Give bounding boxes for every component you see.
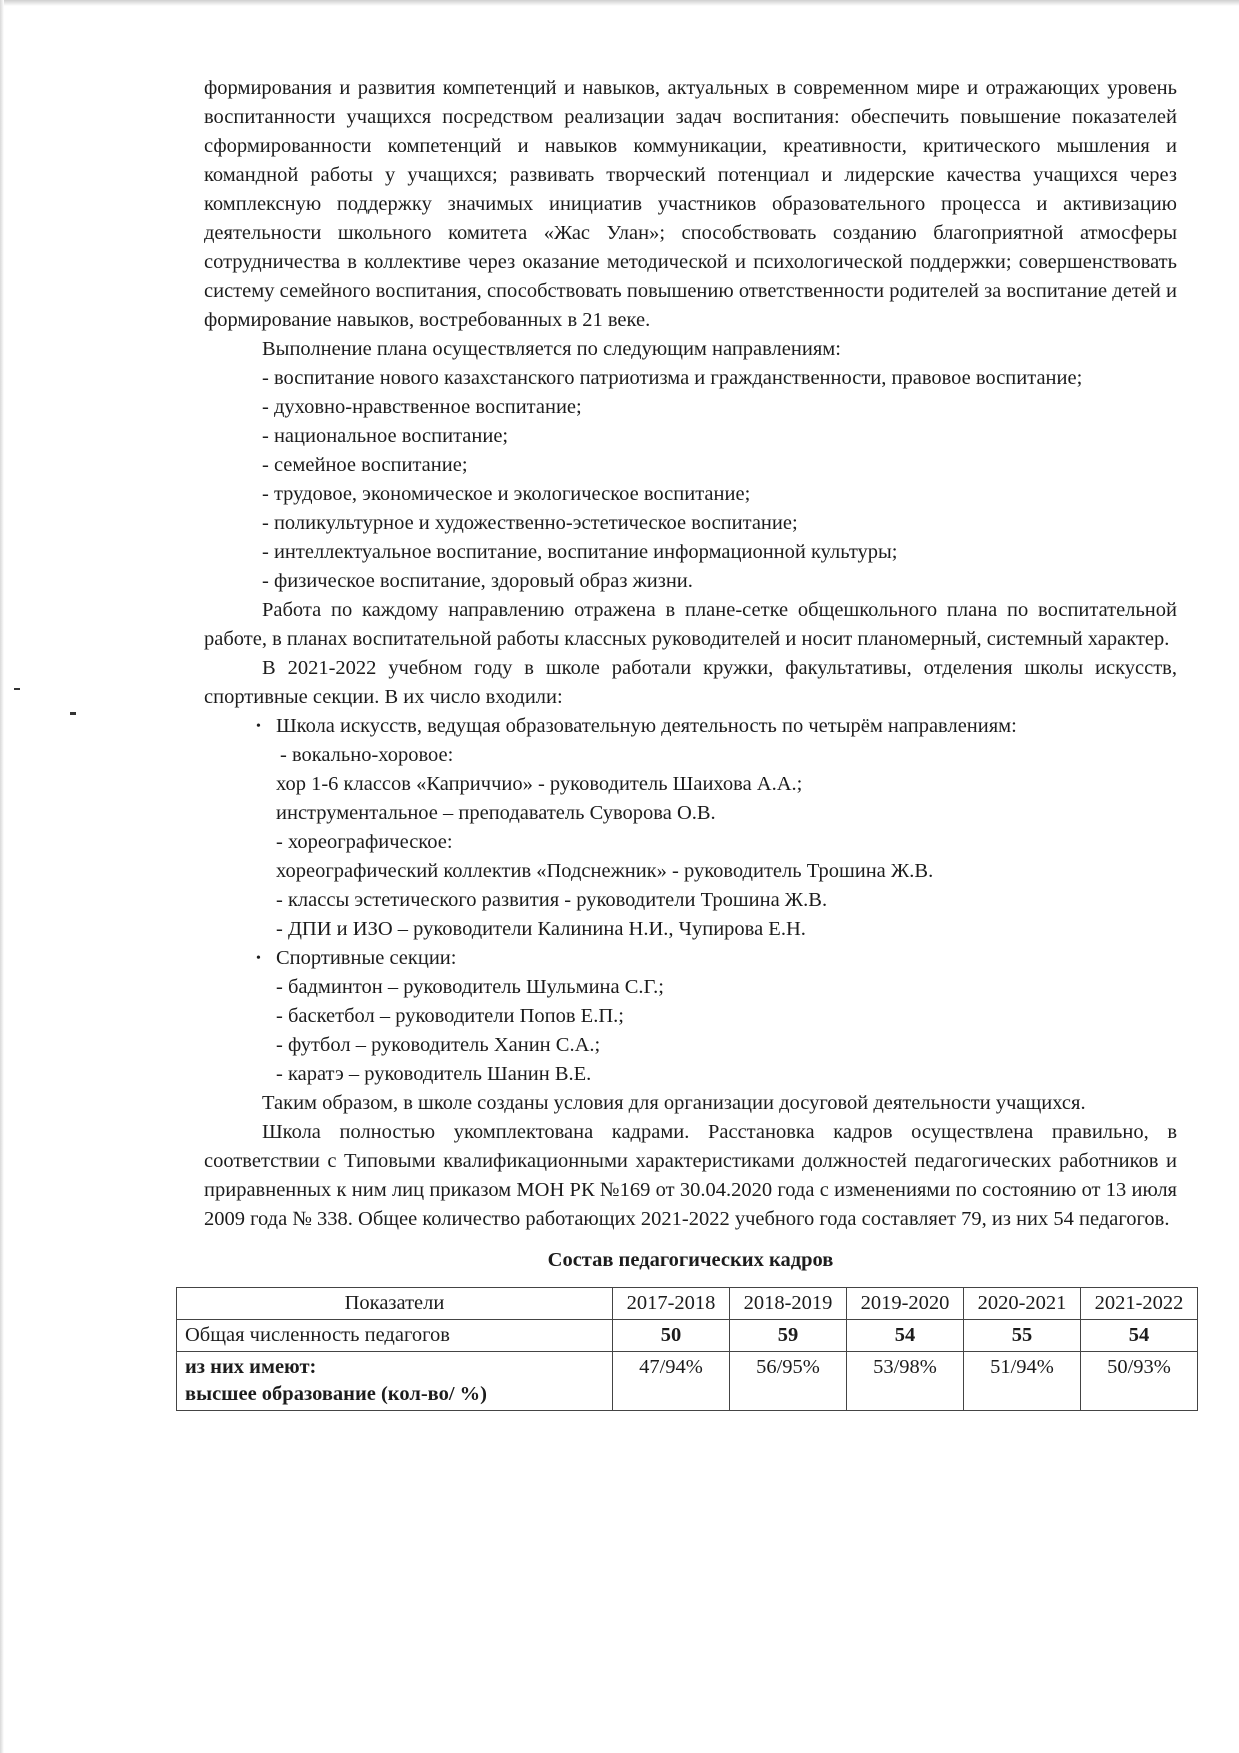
margin-mark xyxy=(70,712,76,715)
bullet-icon: • xyxy=(256,719,261,734)
bullet-icon: • xyxy=(256,951,261,966)
list-item: - физическое воспитание, здоровый образ жизни. xyxy=(262,570,693,592)
directions-list xyxy=(204,393,1177,596)
sports-list xyxy=(204,944,1177,1089)
column-header-year: 2020-2021 xyxy=(964,1288,1081,1320)
list-item: - хореографическое: xyxy=(276,831,453,853)
paragraph: Школа полностью укомплектована кадрами. Расстановка кадров осуществлена правильно, в соответствии с Типовыми квалификационными характеристиками должностей педагогических работников и приравненных к ним лиц приказом МОН РК №169 от 30.04.2020 года с изменениями по состоянию от 13 июля 2009 года № 338. Общее количество работающих 2021-2022 учебного года составляет 79, из них 54 педагогов. xyxy=(204,1121,1177,1230)
list-item: - семейное воспитание; xyxy=(262,454,468,476)
list-item: - поликультурное и художественно-эстетическое воспитание; xyxy=(262,512,798,534)
row-label: Общая численность педагогов xyxy=(177,1320,613,1352)
scan-edge-top xyxy=(0,0,1239,6)
table-cell: 47/94% xyxy=(613,1352,730,1411)
list-item: - футбол – руководитель Ханин С.А.; xyxy=(276,1034,601,1056)
list-heading xyxy=(204,944,1177,973)
paragraph: Таким образом, в школе созданы условия для организации досуговой деятельности учащихся. xyxy=(262,1092,1086,1114)
list-item: - каратэ – руководитель Шанин В.Е. xyxy=(276,1063,592,1085)
list-item: - интеллектуальное воспитание, воспитание информационной культуры; xyxy=(262,541,898,563)
margin-mark xyxy=(14,688,20,690)
table-cell: 54 xyxy=(847,1320,964,1352)
list-item: хореографический коллектив «Подснежник» - руководитель Трошина Ж.В. xyxy=(276,860,934,882)
table-row xyxy=(177,1320,1198,1352)
table-row xyxy=(177,1352,1198,1411)
list-heading xyxy=(204,712,1177,741)
list-item: - классы эстетического развития - руководители Трошина Ж.В. xyxy=(276,889,828,911)
paragraph: В 2021-2022 учебном году в школе работали кружки, факультативы, отделения школы искусств, спортивные секции. В их число входили: xyxy=(204,657,1177,708)
column-header-year: 2017-2018 xyxy=(613,1288,730,1320)
column-header-indicators: Показатели xyxy=(177,1288,613,1320)
list-item: - баскетбол – руководители Попов Е.П.; xyxy=(276,1005,624,1027)
list-item: хор 1-6 классов «Каприччио» - руководитель Шаихова А.А.; xyxy=(276,773,803,795)
table-cell: 50 xyxy=(613,1320,730,1352)
paragraph: Работа по каждому направлению отражена в плане-сетке общешкольного плана по воспитательной работе, в планах воспитательной работы классных руководителей и носит планомерный, системный характер. xyxy=(204,599,1177,650)
table-cell: 59 xyxy=(730,1320,847,1352)
paragraph: формирования и развития компетенций и навыков, актуальных в современном мире и отражающих уровень воспитанности учащихся посредством реализации задач воспитания: обеспечить повышение показателей сформированности компетенций и навыков коммуникации, креативности, критического мышления и командной работы у учащихся; развивать творческий потенциал и лидерские качества учащихся через комплексную поддержку значимых инициатив участников образовательного процесса и активизацию деятельности школьного комитета «Жас Улан»; способствовать созданию благоприятной атмосферы сотрудничества в коллективе через оказание методической и психологической поддержки; совершенствовать систему семейного воспитания, способствовать повышению ответственности родителей за воспитание детей и формирование навыков, востребованных в 21 веке. xyxy=(204,77,1177,331)
row-label-line: из них имеют: xyxy=(185,1356,317,1378)
list-item: инструментальное – преподаватель Суворова О.В. xyxy=(276,802,716,824)
column-header-year: 2021-2022 xyxy=(1081,1288,1198,1320)
paragraph: - воспитание нового казахстанского патриотизма и гражданственности, правовое воспитание; xyxy=(262,367,1083,389)
list-heading-text: Спортивные секции: xyxy=(276,947,457,969)
art-school-list xyxy=(204,712,1177,944)
row-label xyxy=(177,1352,613,1411)
document-body xyxy=(185,74,1184,1411)
table-cell: 54 xyxy=(1081,1320,1198,1352)
list-heading-text: Школа искусств, ведущая образовательную деятельность по четырём направлениям: xyxy=(276,715,1017,737)
list-item: - бадминтон – руководитель Шульмина С.Г.; xyxy=(276,976,664,998)
staff-table xyxy=(176,1287,1198,1411)
table-cell: 56/95% xyxy=(730,1352,847,1411)
table-title: Состав педагогических кадров xyxy=(547,1249,834,1271)
scan-edge-left xyxy=(0,0,4,1753)
list-item: - духовно-нравственное воспитание; xyxy=(262,396,582,418)
row-label-line: высшее образование (кол-во/ %) xyxy=(185,1383,487,1405)
list-item: - трудовое, экономическое и экологическое воспитание; xyxy=(262,483,751,505)
list-item: - ДПИ и ИЗО – руководители Калинина Н.И., Чупирова Е.Н. xyxy=(276,918,806,940)
list-item: - национальное воспитание; xyxy=(262,425,509,447)
table-cell: 50/93% xyxy=(1081,1352,1198,1411)
table-cell: 53/98% xyxy=(847,1352,964,1411)
table-cell: 55 xyxy=(964,1320,1081,1352)
paragraph: Выполнение плана осуществляется по следующим направлениям: xyxy=(262,338,841,360)
column-header-year: 2018-2019 xyxy=(730,1288,847,1320)
table-cell: 51/94% xyxy=(964,1352,1081,1411)
table-header-row xyxy=(177,1288,1198,1320)
column-header-year: 2019-2020 xyxy=(847,1288,964,1320)
list-item: - вокально-хоровое: xyxy=(280,744,454,766)
